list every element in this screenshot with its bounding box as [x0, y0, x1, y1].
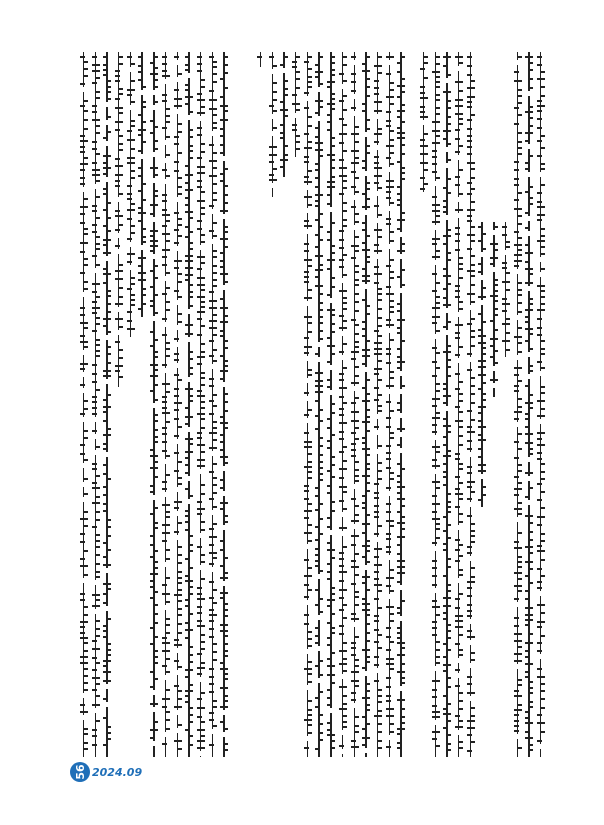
- text-line: [174, 52, 182, 757]
- text-line: [127, 52, 135, 757]
- text-line: [525, 52, 533, 757]
- text-line: [327, 52, 335, 757]
- text-line: [257, 52, 265, 757]
- text-line: [514, 52, 522, 757]
- text-line: [351, 52, 359, 757]
- text-line: [80, 52, 88, 757]
- text-line: [92, 52, 100, 757]
- text-line: [443, 52, 451, 757]
- text-line: [197, 52, 205, 757]
- text-line: [292, 52, 300, 757]
- text-line: [162, 52, 170, 757]
- text-line: [397, 52, 405, 757]
- text-line: [490, 52, 498, 757]
- text-line: [455, 52, 463, 757]
- text-line: [269, 52, 277, 757]
- text-line: [420, 52, 428, 757]
- text-line: [502, 52, 510, 757]
- text-line: [103, 52, 111, 757]
- issue-date: 2024.09: [92, 765, 143, 779]
- text-line: [304, 52, 312, 757]
- text-line: [467, 52, 475, 757]
- text-line: [185, 52, 193, 757]
- text-line: [386, 52, 394, 757]
- page-number-badge: 56: [70, 762, 90, 782]
- text-line: [432, 52, 440, 757]
- text-line: [362, 52, 370, 757]
- text-line: [339, 52, 347, 757]
- text-line: [478, 52, 486, 757]
- text-line: [280, 52, 288, 757]
- text-line: [150, 52, 158, 757]
- text-line: [374, 52, 382, 757]
- text-line: [537, 52, 545, 757]
- text-line: [115, 52, 123, 757]
- text-line: [138, 52, 146, 757]
- text-line: [209, 52, 217, 757]
- right-text-column: [420, 52, 550, 757]
- text-line: [315, 52, 323, 757]
- middle-text-column: [257, 52, 417, 757]
- left-text-column: [80, 52, 248, 757]
- text-line: [220, 52, 228, 757]
- page-footer: [70, 762, 142, 782]
